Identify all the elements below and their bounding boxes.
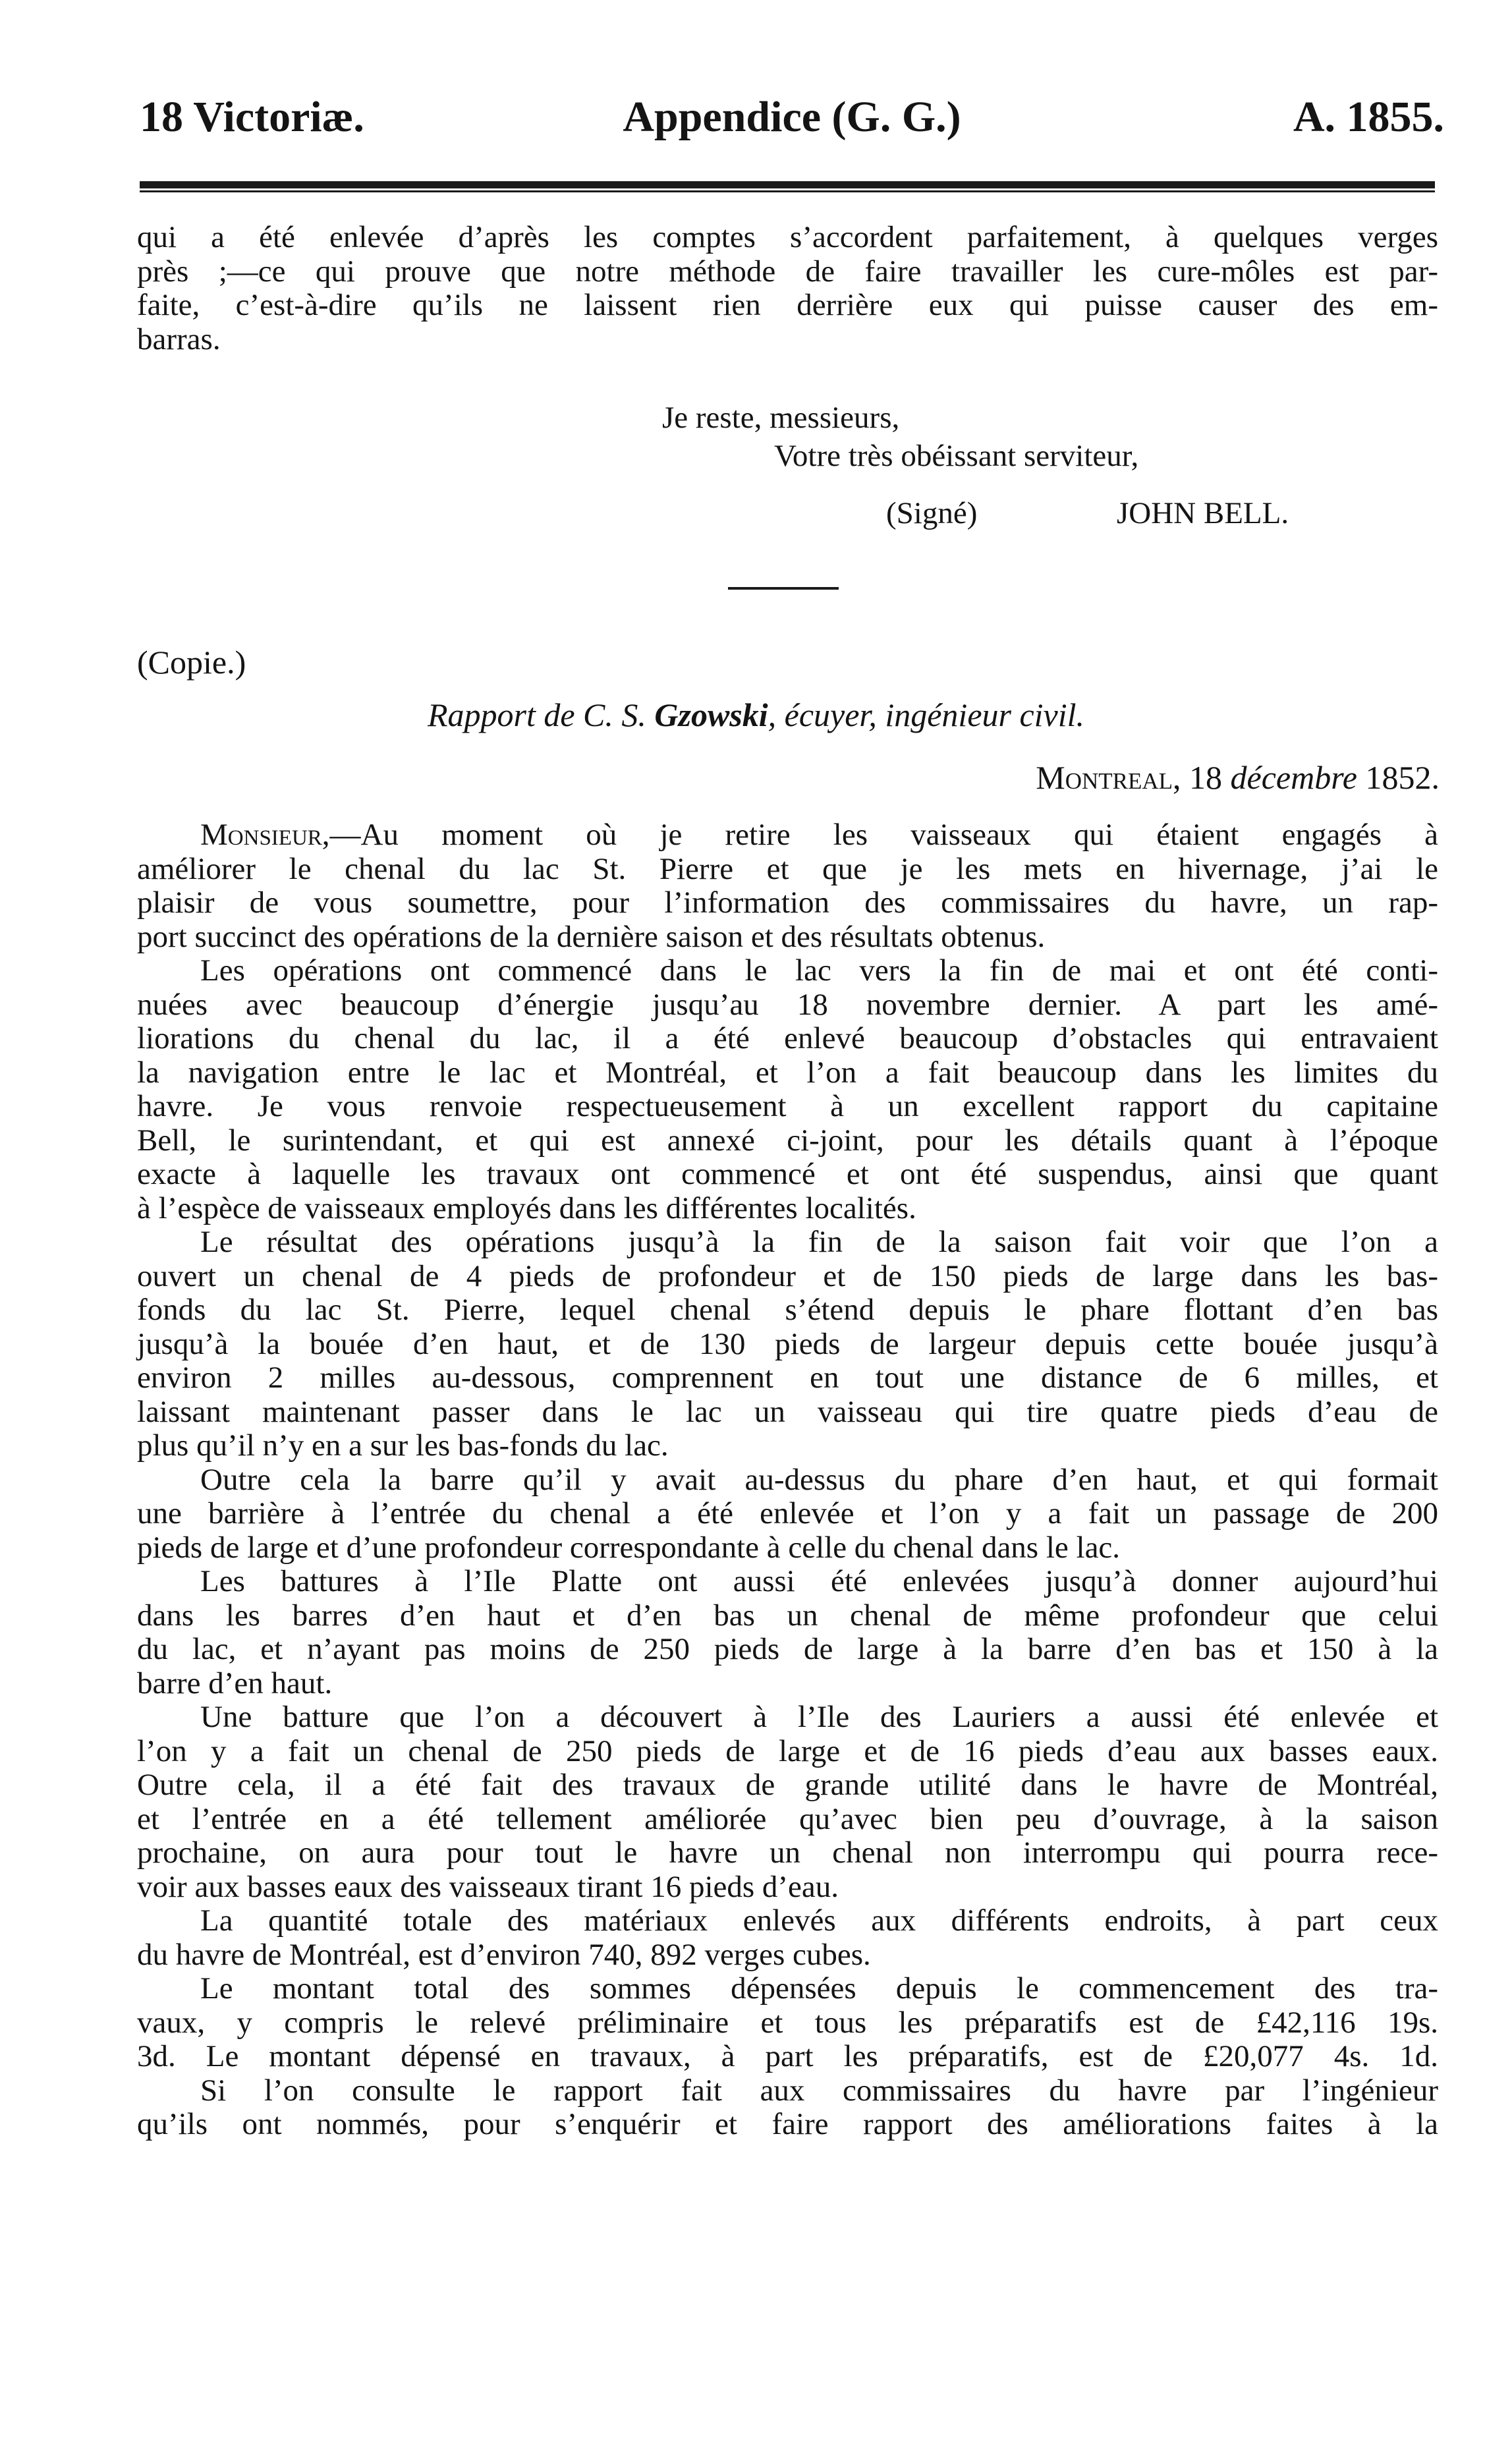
paragraph-9	[137, 2074, 1438, 2142]
text-line: l’on y a fait un chenal de 250 pieds de large et de 16 pieds d’eau aux basses eaux.	[137, 1733, 1438, 1768]
text-line: pieds de large et d’une profondeur correspondante à celle du chenal dans le lac.	[137, 1530, 1121, 1565]
header-session: 18 Victoriæ.	[140, 93, 364, 141]
text-line: qui a été enlevée d’après les comptes s’accordent parfaitement, à quelques verges	[137, 220, 1438, 254]
signer-name: JOHN BELL.	[1117, 496, 1289, 530]
text-line: 3d. Le montant dépensé en travaux, à part les préparatifs, est de £20,077 4s. 1d.	[137, 2039, 1438, 2073]
text-line: Le montant total des sommes dépensées depuis le commencement des tra-	[200, 1971, 1438, 2006]
text-line: une barrière à l’entrée du chenal a été enlevée et l’on y a fait un passage de 200	[137, 1496, 1438, 1530]
header-rule-thick	[140, 181, 1435, 188]
intro-paragraph	[137, 221, 1438, 356]
text-line: vaux, y compris le relevé préliminaire et tous les préparatifs est de £42,116 19s.	[137, 2005, 1438, 2040]
text-line: ouvert un chenal de 4 pieds de profondeur et de 150 pieds de large dans les bas-	[137, 1258, 1438, 1293]
paragraph-3	[137, 1225, 1438, 1463]
text-line: Les battures à l’Ile Platte ont aussi été enlevées jusqu’à donner aujourd’hui	[200, 1564, 1438, 1598]
text-line: liorations du chenal du lac, il a été enlevé beaucoup d’obstacles qui entravaient	[137, 1021, 1438, 1055]
text-line: Outre cela, il a été fait des travaux de grande utilité dans le havre de Montréal,	[137, 1768, 1438, 1802]
text-line: améliorer le chenal du lac St. Pierre et que je les mets en hivernage, j’ai le	[137, 851, 1438, 886]
paragraph-7	[137, 1904, 1438, 1972]
text-line: Outre cela la barre qu’il y avait au-dessus du phare d’en haut, et qui formait	[200, 1462, 1438, 1497]
text-line	[137, 818, 1438, 853]
header-rule-thin	[140, 190, 1435, 192]
report-title	[0, 695, 1512, 735]
text-line: prochaine, on aura pour tout le havre un chenal non interrompu qui pourra rece-	[137, 1836, 1438, 1870]
text-line: barras.	[137, 322, 221, 356]
text-line: et l’entrée en a été tellement améliorée qu’avec bien peu d’ouvrage, à la saison	[137, 1801, 1438, 1836]
text-line: La quantité totale des matériaux enlevés aux différents endroits, à part ceux	[200, 1903, 1438, 1938]
text-line: laissant maintenant passer dans le lac un vaisseau qui tire quatre pieds d’eau de	[137, 1394, 1438, 1429]
text-line: près ;—ce qui prouve que notre méthode de faire travailler les cure-môles est par-	[137, 254, 1438, 289]
text-line: fonds du lac St. Pierre, lequel chenal s’étend depuis le phare flottant d’en bas	[137, 1293, 1438, 1327]
text-line: Bell, le surintendant, et qui est annexé ci-joint, pour les détails quant à l’époque	[137, 1123, 1438, 1158]
text-line: nuées avec beaucoup d’énergie jusqu’au 18 novembre dernier. A part les amé-	[137, 987, 1438, 1022]
text-line: à l’espèce de vaisseaux employés dans les différentes localités.	[137, 1191, 916, 1225]
salutation: Monsieur,	[200, 818, 330, 852]
header-year: A. 1855.	[1293, 93, 1444, 141]
paragraph-1	[137, 818, 1438, 954]
paragraph-2	[137, 954, 1438, 1225]
text-line: du lac, et n’ayant pas moins de 250 pieds de large à la barre d’en bas et 150 à la	[137, 1632, 1438, 1666]
text-run: —Au moment où je retire les vaisseaux qui étaient engagés à	[329, 818, 1438, 852]
text-line: voir aux basses eaux des vaisseaux tirant 16 pieds d’eau.	[137, 1869, 839, 1904]
paragraph-4	[137, 1463, 1438, 1565]
closing-line-1: Je reste, messieurs,	[662, 401, 900, 435]
text-line: havre. Je vous renvoie respectueusement à un excellent rapport du capitaine	[137, 1089, 1438, 1123]
text-line: Une batture que l’on a découvert à l’Ile des Lauriers a aussi été enlevée et	[200, 1700, 1438, 1734]
paragraph-6	[137, 1700, 1438, 1904]
text-line: jusqu’à la bouée d’en haut, et de 130 pieds de largeur depuis cette bouée jusqu’à	[137, 1326, 1438, 1361]
text-line: exacte à laquelle les travaux ont commencé et ont été suspendus, ainsi que quant	[137, 1157, 1438, 1191]
text-line: plus qu’il n’y en a sur les bas-fonds du lac.	[137, 1428, 669, 1463]
text-line: plaisir de vous soumettre, pour l’information des commissaires du havre, un rap-	[137, 885, 1438, 920]
text-line: environ 2 milles au-dessous, comprennent en tout une distance de 6 milles, et	[137, 1361, 1438, 1395]
dateline	[1036, 758, 1440, 797]
text-line: la navigation entre le lac et Montréal, et l’on a fait beaucoup dans les limites du	[137, 1055, 1438, 1090]
dateline-year: 1852.	[1357, 759, 1440, 796]
header-appendix: Appendice (G. G.)	[623, 93, 961, 141]
text-line: du havre de Montréal, est d’environ 740, 892 verges cubes.	[137, 1937, 871, 1972]
text-line: Si l’on consulte le rapport fait aux commissaires du havre par l’ingénieur	[200, 2073, 1438, 2108]
text-line: barre d’en haut.	[137, 1666, 333, 1700]
report-title-prefix: Rapport de C. S.	[427, 696, 655, 733]
report-title-suffix: , écuyer, ingénieur civil.	[768, 696, 1085, 733]
report-title-name: Gzowski	[654, 696, 768, 733]
text-line: Les opérations ont commencé dans le lac vers la fin de mai et ont été conti-	[200, 953, 1438, 988]
text-line: Le résultat des opérations jusqu’à la fin de la saison fait voir que l’on a	[200, 1225, 1438, 1259]
dateline-month: décembre	[1230, 759, 1357, 796]
running-header	[140, 91, 1444, 144]
report-body	[137, 818, 1438, 2142]
text-line: qu’ils ont nommés, pour s’enquérir et faire rapport des améliorations faites à la	[137, 2107, 1438, 2141]
text-line: port succinct des opérations de la dernière saison et des résultats obtenus.	[137, 919, 1046, 954]
paragraph-8	[137, 1972, 1438, 2074]
text-line: faite, c’est-à-dire qu’ils ne laissent rien derrière eux qui puisse causer des em-	[137, 288, 1438, 322]
section-divider	[728, 587, 839, 590]
dateline-day: 18	[1181, 759, 1231, 796]
closing-line-2: Votre très obéissant serviteur,	[774, 439, 1139, 473]
paragraph-5	[137, 1565, 1438, 1700]
text-line: dans les barres d’en haut et d’en bas un chenal de même profondeur que celui	[137, 1598, 1438, 1633]
copy-label: (Copie.)	[137, 644, 246, 681]
dateline-place: Montreal,	[1036, 759, 1181, 796]
signed-label: (Signé)	[886, 496, 978, 530]
